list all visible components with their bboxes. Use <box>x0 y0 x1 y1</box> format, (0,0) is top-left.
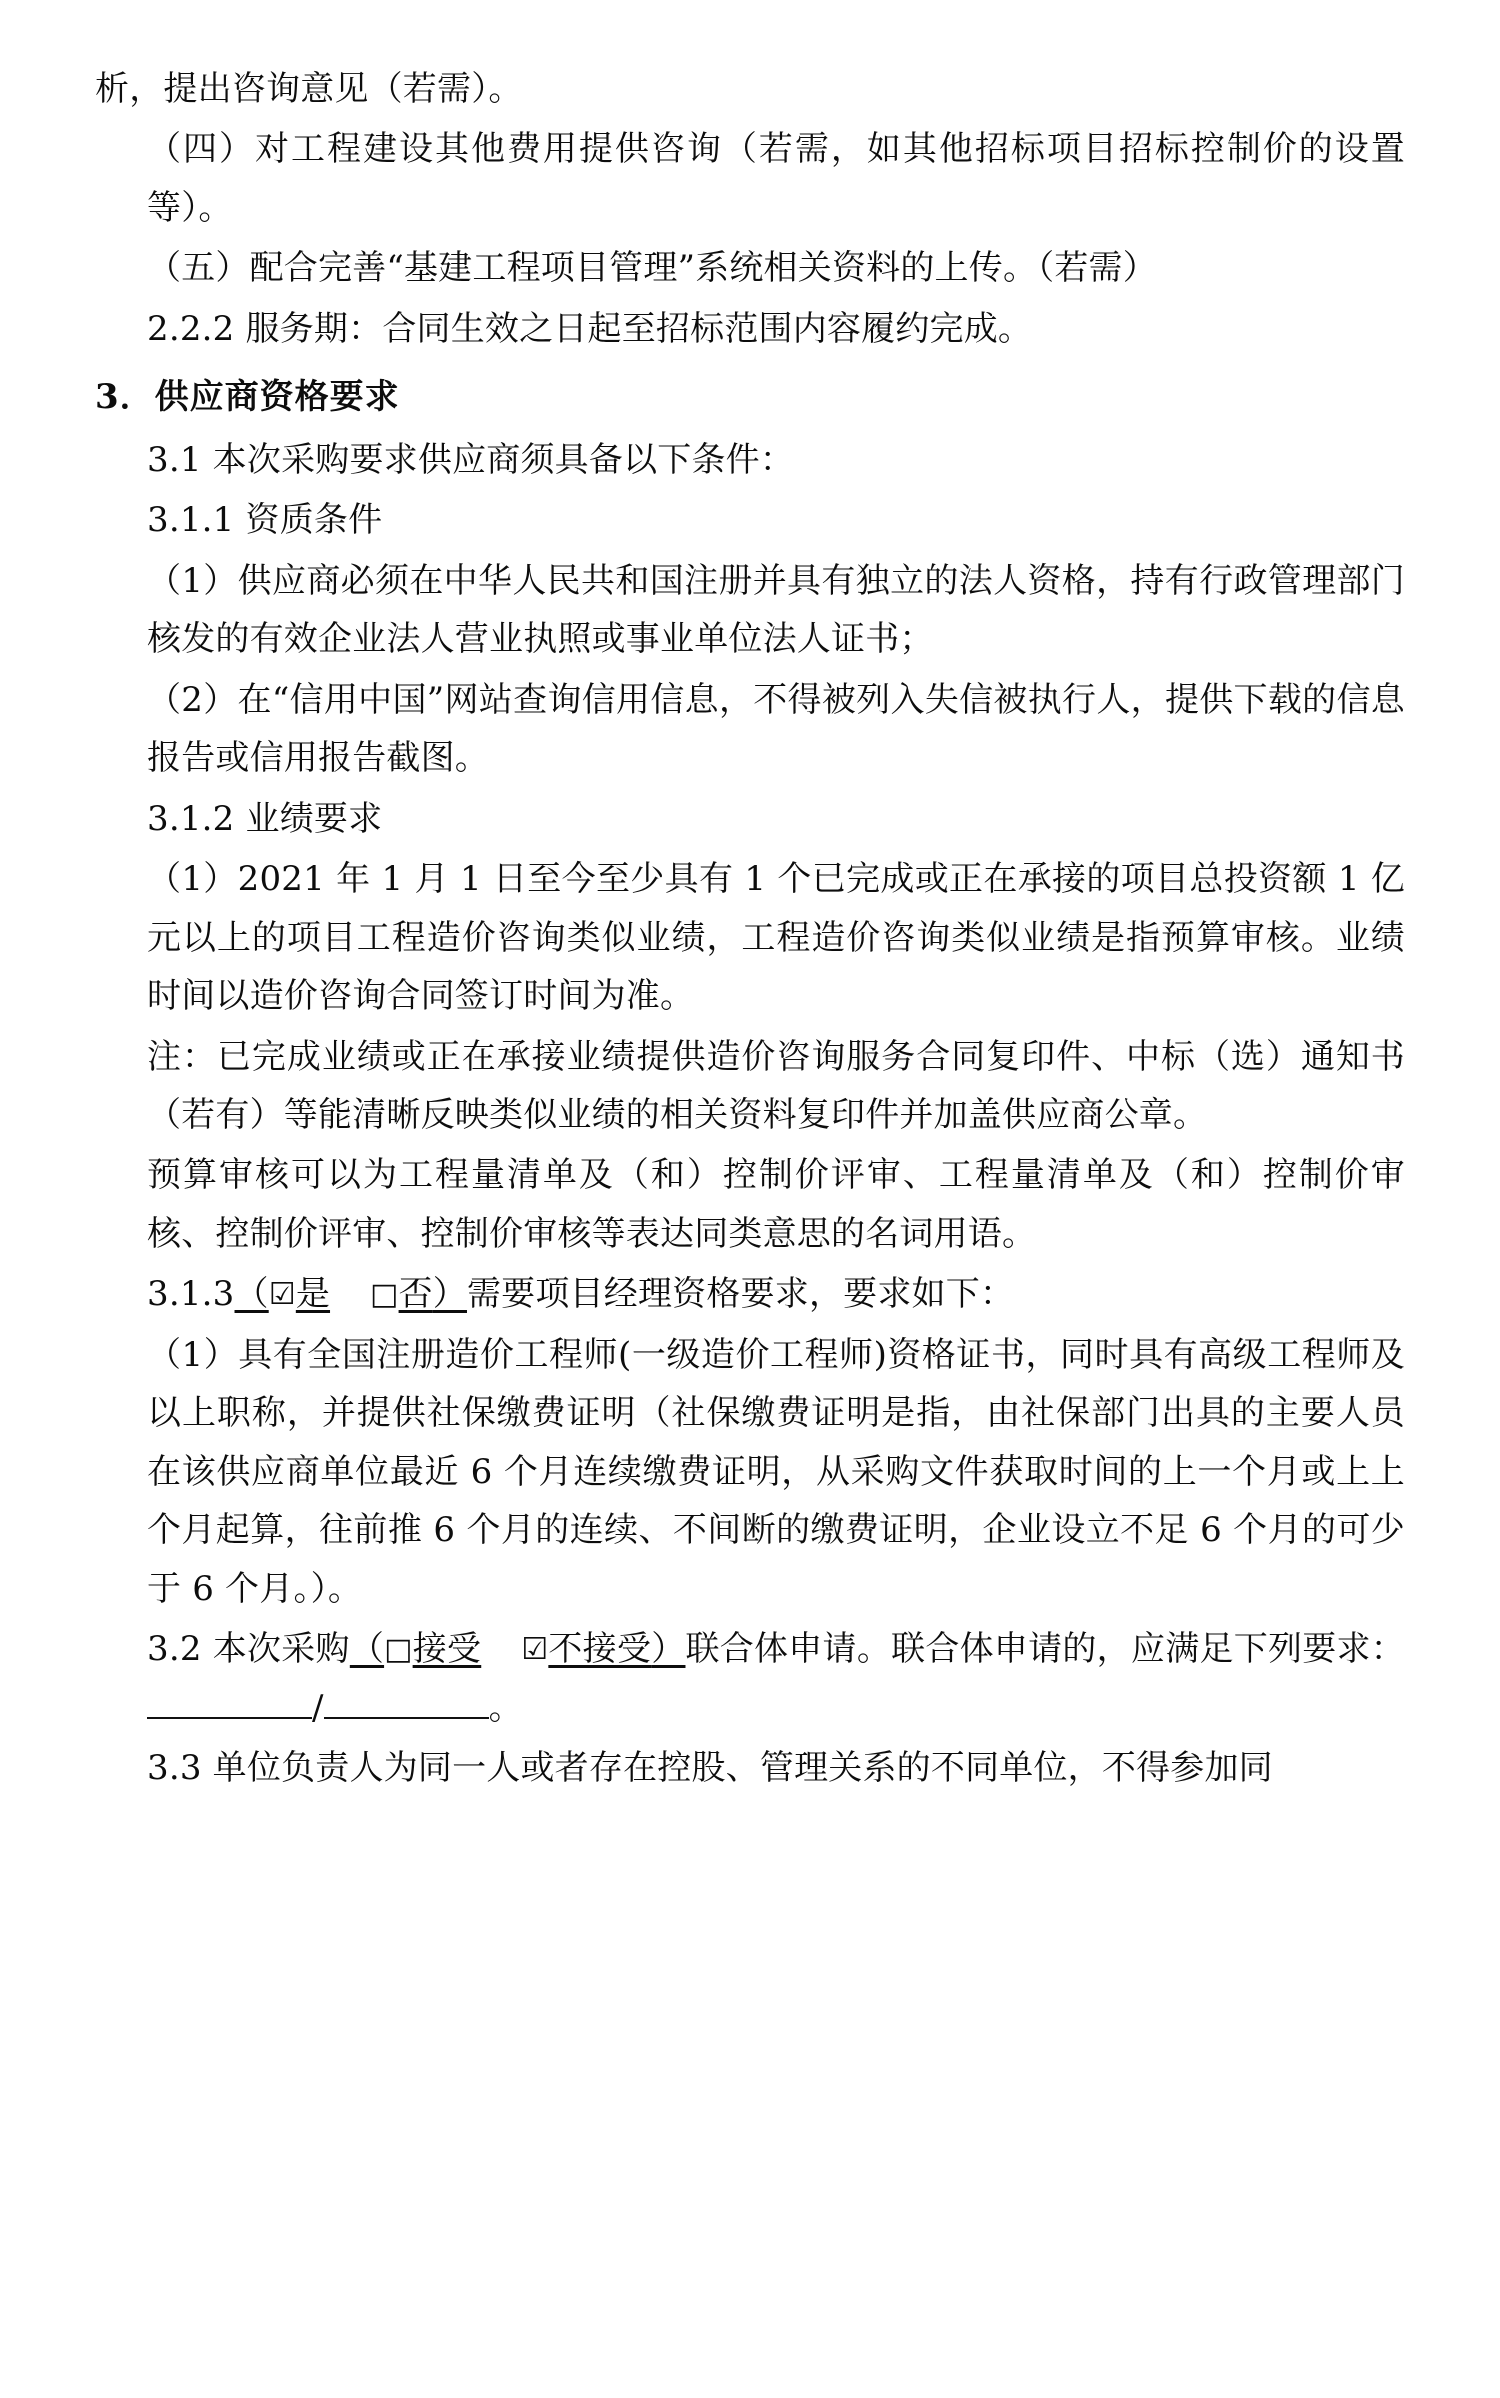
open-paren: （ <box>234 1274 269 1315</box>
clause-3-2-middle: 联合体申请。联合体申请的，应满足下列要求： <box>685 1629 1405 1670</box>
paragraph-item-four: （四）对工程建设其他费用提供咨询（若需，如其他招标项目招标控制价的设置等）。 <box>147 129 1405 228</box>
checkbox-no-icon[interactable]: □ <box>370 1277 399 1313</box>
clause-3-2-end: 。 <box>488 1687 523 1728</box>
label-yes: 是 <box>295 1274 331 1315</box>
fill-in-blank-left[interactable] <box>147 1717 312 1719</box>
blank-separator: / <box>312 1687 324 1728</box>
checkbox-accept-icon[interactable]: □ <box>384 1632 413 1668</box>
label-no: 否 <box>398 1274 433 1315</box>
paragraph-continuation: 析，提出咨询意见（若需）。 <box>95 69 523 109</box>
label-reject: 不接受 <box>548 1629 652 1670</box>
paragraph-budget-review: 预算审核可以为工程量清单及（和）控制价评审、工程量清单及（和）控制价审核、控制价评审、控制价审核等表达同类意思的名词用语。 <box>147 1155 1405 1254</box>
open-paren: （ <box>349 1629 385 1670</box>
paragraph-3-1-3 <box>95 1265 1405 1323</box>
paragraph-3-1-1: 3.1.1 资质条件 <box>147 500 383 541</box>
document-body <box>95 60 1405 1798</box>
checkbox-yes-checked-icon[interactable]: ☑ <box>268 1277 296 1313</box>
paragraph-3-1: 3.1 本次采购要求供应商须具备以下条件： <box>147 439 795 480</box>
fill-in-blank-right[interactable] <box>324 1717 489 1719</box>
paragraph-item-five: （五）配合完善“基建工程项目管理”系统相关资料的上传。（若需） <box>147 248 1157 289</box>
paragraph-note: 注：已完成业绩或正在承接业绩提供造价咨询服务合同复印件、中标（选）通知书（若有）等能清晰反映类似业绩的相关资料复印件并加盖供应商公章。 <box>147 1036 1405 1135</box>
paragraph-3-1-1-item-2: （2）在“信用中国”网站查询信用信息，不得被列入失信被执行人，提供下载的信息报告或信用报告截图。 <box>147 679 1405 779</box>
paragraph-3-1-2: 3.1.2 业绩要求 <box>147 798 383 839</box>
paragraph-service-period: 2.2.2 服务期：合同生效之日起至招标范围内容履约完成。 <box>147 308 1033 349</box>
paragraph-3-2 <box>95 1620 1405 1737</box>
paragraph-3-1-3-item-1: （1）具有全国注册造价工程师(一级造价工程师)资格证书，同时具有高级工程师及以上职称，并提供社保缴费证明（社保缴费证明是指，由社保部门出具的主要人员在该供应商单位最近 6 个月连续缴费证明，从采购文件获取时间的上一个月或上上个月起算，往前推 6 个月的连续、不间断的缴费证明，企业设立不足 6 个月的可少于 6 个月。）。 <box>147 1334 1405 1609</box>
paragraph-3-1-1-item-1: （1）供应商必须在中华人民共和国注册并具有独立的法人资格，持有行政管理部门核发的有效企业法人营业执照或事业单位法人证书； <box>147 560 1405 660</box>
close-paren: ） <box>432 1274 467 1315</box>
clause-3-1-3-suffix: 需要项目经理资格要求，要求如下： <box>466 1274 1015 1315</box>
paragraph-3-1-2-item-1: （1）2021 年 1 月 1 日至今至少具有 1 个已完成或正在承接的项目总投资额 1 亿元以上的项目工程造价咨询类似业绩，工程造价咨询类似业绩是指预算审核。业绩时间以造价咨询合同签订时间为准。 <box>147 859 1405 1017</box>
clause-3-1-3-prefix: 3.1.3 <box>147 1274 235 1315</box>
close-paren: ） <box>651 1629 686 1670</box>
paragraph-3-3: 3.3 单位负责人为同一人或者存在控股、管理关系的不同单位，不得参加同 <box>147 1748 1273 1789</box>
label-accept: 接受 <box>412 1629 482 1670</box>
clause-3-2-choice-group <box>350 1629 686 1669</box>
clause-3-1-3-choice-group <box>235 1274 467 1314</box>
checkbox-reject-checked-icon[interactable]: ☑ <box>521 1632 549 1668</box>
section-heading-supplier-qualification: 3．供应商资格要求 <box>95 377 400 418</box>
clause-3-2-prefix: 3.2 本次采购 <box>147 1629 350 1670</box>
